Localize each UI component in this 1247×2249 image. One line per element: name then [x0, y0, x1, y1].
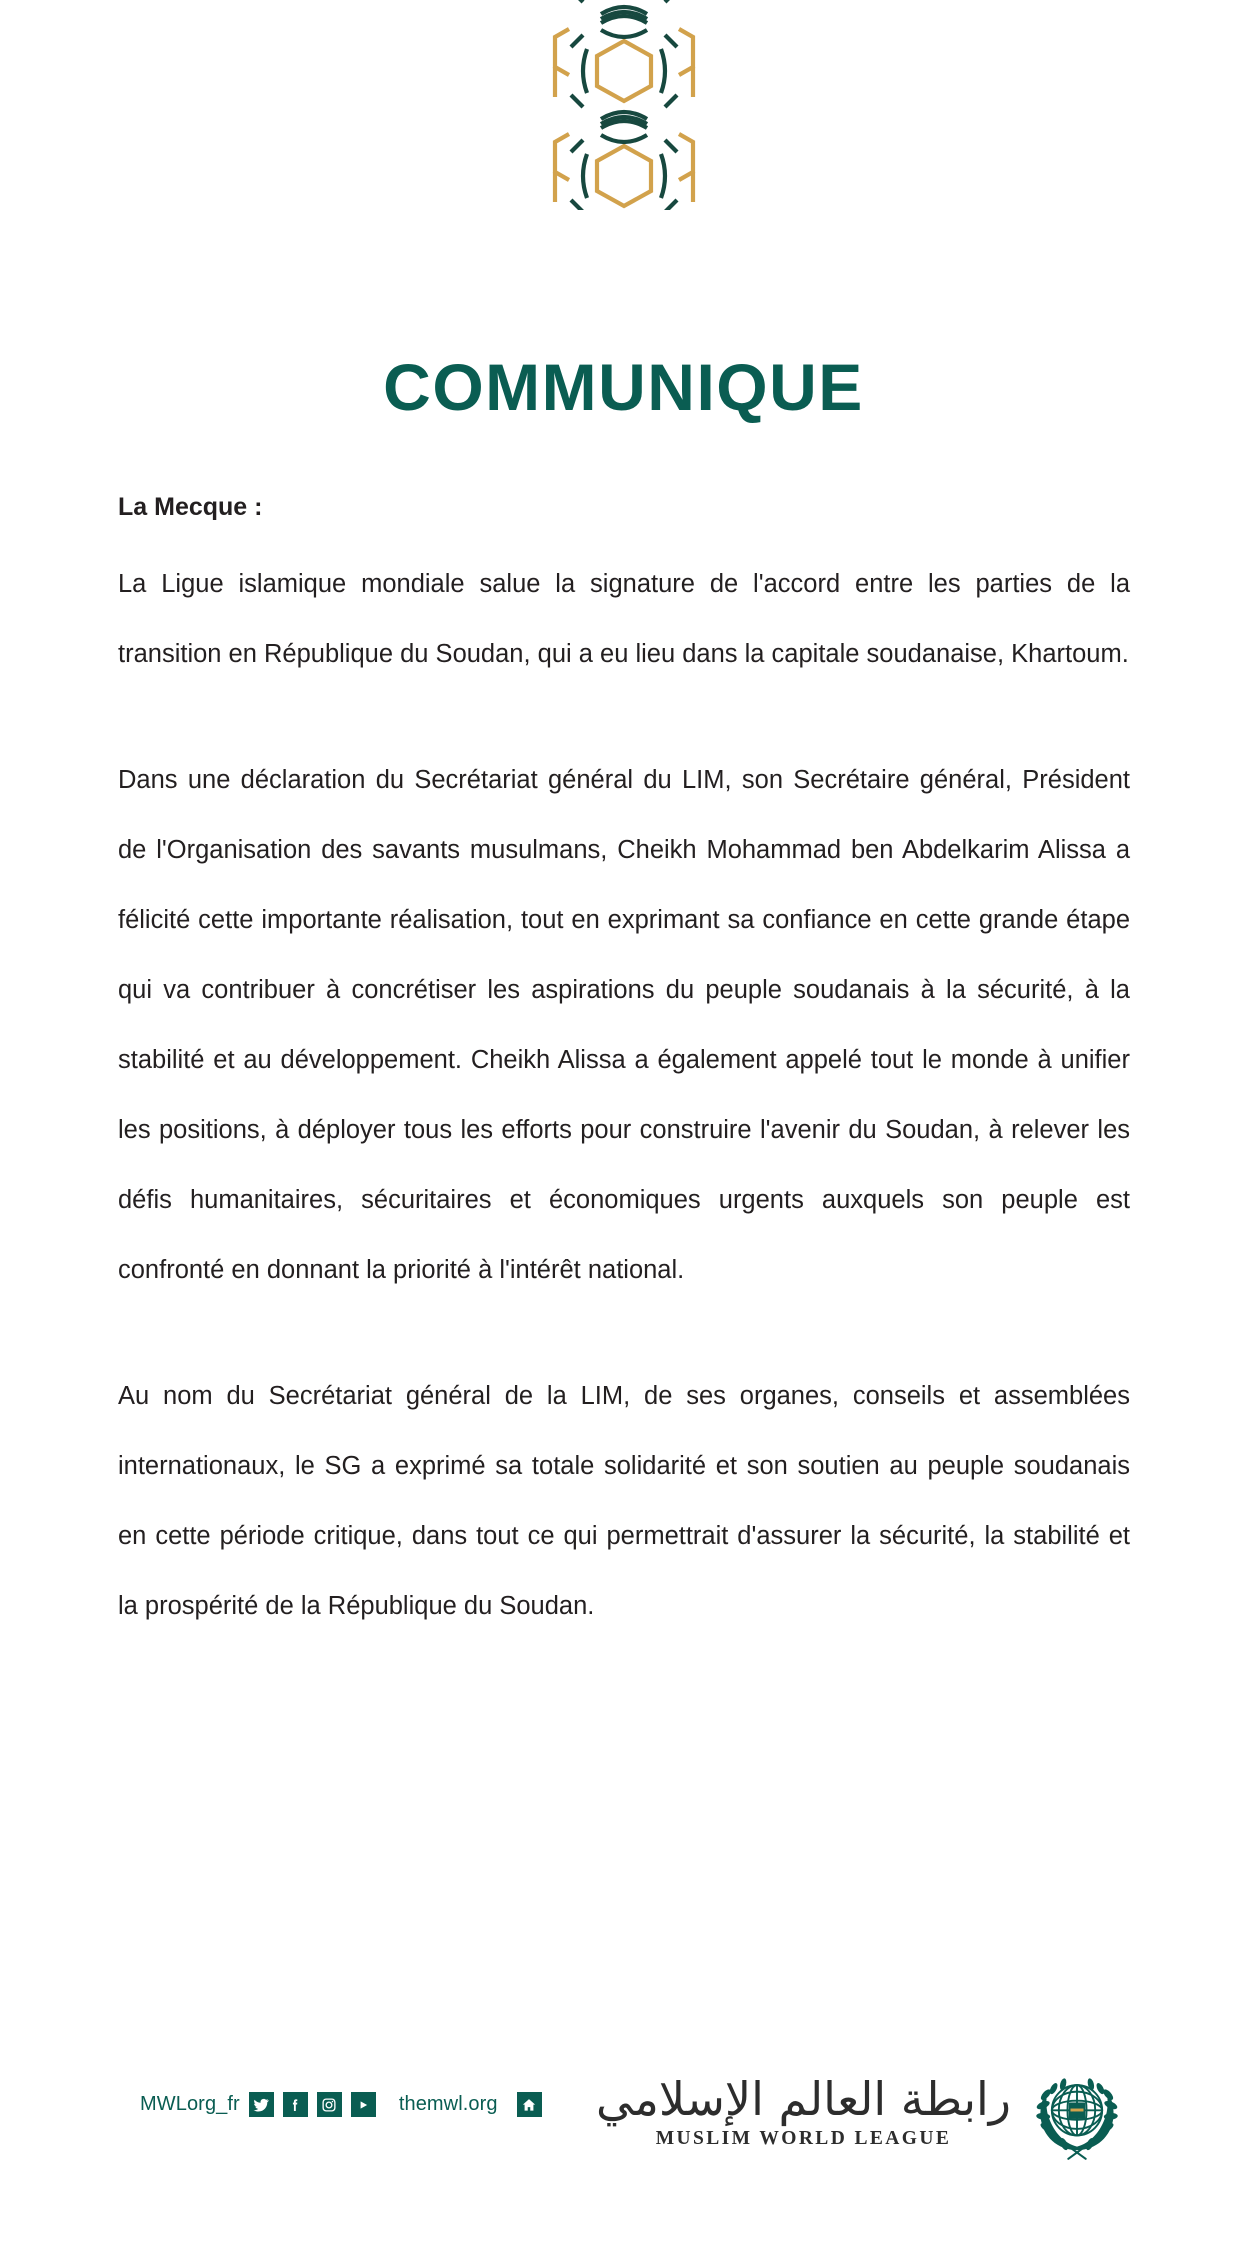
- twitter-icon[interactable]: [249, 2092, 274, 2117]
- paragraph-3: Au nom du Secrétariat général de la LIM, de ses organes, conseils et assemblées internationaux, le SG a exprimé sa totale solidarité et son soutien au peuple soudanais en cette période critique, dans tout ce qui permettrait d'assurer la sécurité, la stabilité et la prospérité de la République du Soudan.: [118, 1382, 1130, 1621]
- page-footer: [0, 2040, 1247, 2200]
- social-handle: MWLorg_fr: [140, 2093, 240, 2115]
- mwl-logo-lockup: [596, 2060, 1129, 2164]
- header-ornament-band: [0, 0, 1247, 210]
- globe-laurel-emblem: [1025, 2060, 1129, 2164]
- home-icon[interactable]: [517, 2092, 542, 2117]
- mwl-latin-name: MUSLIM WORLD LEAGUE: [655, 2128, 952, 2150]
- paragraph-1: La Ligue islamique mondiale salue la signature de l'accord entre les parties de la transition en République du Soudan, qui a eu lieu dans la capitale soudanaise, Khartoum.: [118, 570, 1130, 669]
- website-url: themwl.org: [398, 2093, 498, 2115]
- paragraph-2: Dans une déclaration du Secrétariat général du LIM, son Secrétaire général, Président de l'Organisation des savants musulmans, Cheikh Mohammad ben Abdelkarim Alissa a félicité cette importante réalisation, tout en exprimant sa confiance en cette grande étape qui va contribuer à concrétiser les aspirations du peuple soudanais à la sécurité, à la stabilité et au développement. Cheikh Alissa a également appelé tout le monde à unifier les positions, à déployer tous les efforts pour construire l'avenir du Soudan, à relever les défis humanitaires, sécuritaires et économiques urgents auxquels son peuple est confronté en donnant la priorité à l'intérêt national.: [118, 766, 1130, 1285]
- dateline: La Mecque :: [118, 493, 263, 521]
- article-body: [118, 492, 1130, 1641]
- youtube-icon[interactable]: [351, 2092, 376, 2117]
- facebook-icon[interactable]: [283, 2092, 308, 2117]
- mwl-arabic-name: رابطة العالم الإسلامي: [595, 2071, 1011, 2126]
- geometric-hexagon-ornament: [549, 0, 699, 210]
- mwl-logo-text: [595, 2071, 1011, 2151]
- social-links-row: [140, 2092, 542, 2117]
- instagram-icon[interactable]: [317, 2092, 342, 2117]
- page-title: COMMUNIQUE: [383, 350, 864, 425]
